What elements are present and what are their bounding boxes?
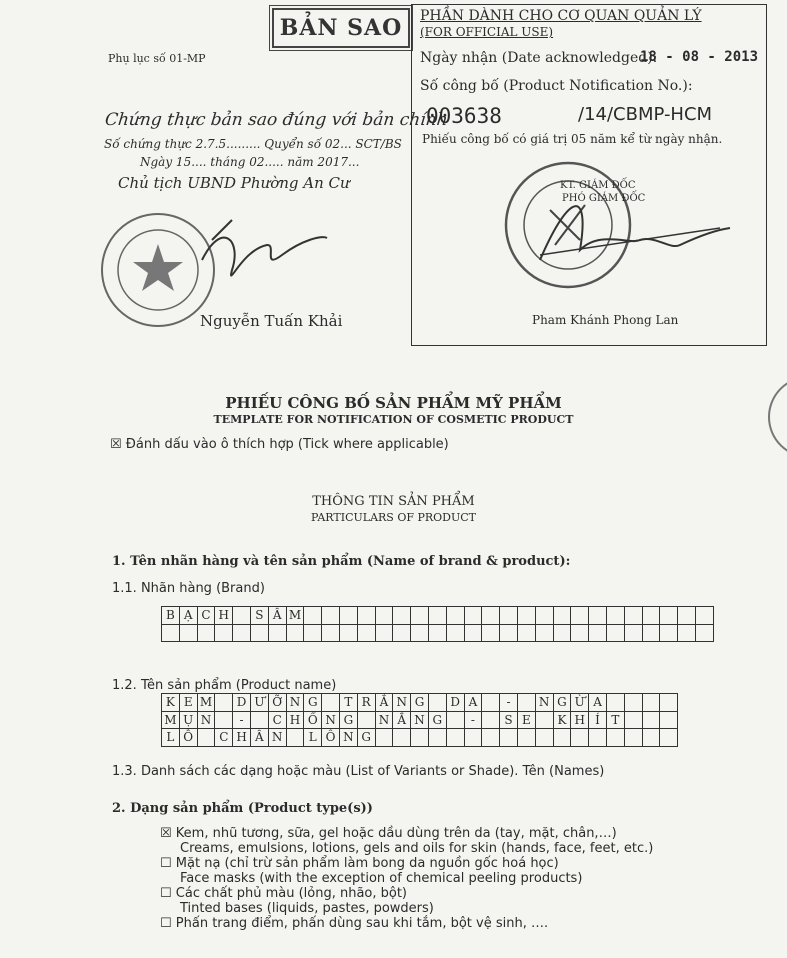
brand-cell xyxy=(535,624,553,642)
product-type-label-vn: Kem, nhũ tương, sữa, gel hoặc dầu dùng trên da (tay, mặt, chân,…) xyxy=(175,826,617,841)
product-cell xyxy=(553,729,571,747)
product-cell: N xyxy=(322,711,340,729)
brand-cell xyxy=(179,624,197,642)
product-type-option xyxy=(160,886,653,901)
product-cell: H xyxy=(571,711,589,729)
product-cell xyxy=(624,711,642,729)
product-cell: H xyxy=(286,711,304,729)
product-cell xyxy=(428,729,446,747)
product-cell xyxy=(589,729,607,747)
brand-cell xyxy=(357,624,375,642)
product-cell: H xyxy=(233,729,251,747)
product-cell xyxy=(624,694,642,712)
product-cell xyxy=(660,729,678,747)
tick-instruction xyxy=(110,437,449,452)
brand-cell xyxy=(500,607,518,625)
brand-cell xyxy=(162,624,180,642)
product-cell: - xyxy=(233,711,251,729)
checkbox-empty-icon: ☐ xyxy=(160,886,176,901)
certification-authority: Chủ tịch UBND Phường An Cư xyxy=(118,174,350,192)
brand-cell xyxy=(678,624,696,642)
product-cell: Ắ xyxy=(375,694,393,712)
product-cell xyxy=(375,729,393,747)
checkbox-empty-icon: ☐ xyxy=(160,856,176,871)
brand-grid xyxy=(161,606,714,642)
certification-date: Ngày 15.... tháng 02..... năm 2017... xyxy=(140,155,360,169)
brand-cell xyxy=(357,607,375,625)
product-cell xyxy=(517,729,535,747)
product-cell: Â xyxy=(250,729,268,747)
product-cell: D xyxy=(233,694,251,712)
brand-cell: B xyxy=(162,607,180,625)
product-cell: A xyxy=(589,694,607,712)
product-cell: E xyxy=(517,711,535,729)
brand-cell xyxy=(517,624,535,642)
product-cell xyxy=(642,729,660,747)
product-cell: Í xyxy=(589,711,607,729)
product-cell: E xyxy=(179,694,197,712)
product-cell xyxy=(482,711,500,729)
brand-cell xyxy=(660,624,678,642)
product-cell xyxy=(428,694,446,712)
product-cell xyxy=(215,694,233,712)
brand-cell xyxy=(553,624,571,642)
product-cell xyxy=(215,711,233,729)
notification-number-suffix: /14/CBMP-HCM xyxy=(578,104,713,125)
brand-cell: S xyxy=(250,607,268,625)
brand-cell xyxy=(286,624,304,642)
brand-cell xyxy=(375,624,393,642)
product-cell: N xyxy=(375,711,393,729)
brand-cell xyxy=(606,607,624,625)
product-cell: - xyxy=(464,711,482,729)
brand-cell xyxy=(553,607,571,625)
brand-cell xyxy=(339,607,357,625)
brand-cell xyxy=(589,607,607,625)
official-use-title: PHẦN DÀNH CHO CƠ QUAN QUẢN LÝ xyxy=(420,8,702,24)
product-type-label-en: Creams, emulsions, lotions, gels and oils for skin (hands, face, feet, etc.) xyxy=(180,841,654,856)
brand-cell xyxy=(322,607,340,625)
product-cell: Ô xyxy=(322,729,340,747)
brand-cell xyxy=(535,607,553,625)
product-cell xyxy=(535,711,553,729)
question-2: 2. Dạng sản phẩm (Product type(s)) xyxy=(112,801,373,816)
product-cell: Ừ xyxy=(571,694,589,712)
brand-cell xyxy=(411,607,429,625)
product-cell: K xyxy=(553,711,571,729)
brand-cell xyxy=(393,624,411,642)
product-cell xyxy=(286,729,304,747)
brand-cell xyxy=(215,624,233,642)
brand-cell: C xyxy=(197,607,215,625)
brand-cell xyxy=(642,624,660,642)
brand-cell: H xyxy=(215,607,233,625)
product-row xyxy=(162,694,678,712)
product-cell: Ắ xyxy=(393,711,411,729)
product-cell xyxy=(606,694,624,712)
product-cell xyxy=(482,694,500,712)
brand-cell xyxy=(624,624,642,642)
product-cell xyxy=(197,729,215,747)
brand-cell xyxy=(464,624,482,642)
brand-cell xyxy=(589,624,607,642)
official-role-director: KT. GIÁM ĐỐC xyxy=(560,180,636,191)
product-cell xyxy=(482,729,500,747)
product-cell xyxy=(660,694,678,712)
question-1-3: 1.3. Danh sách các dạng hoặc màu (List of Variants or Shade). Tên (Names) xyxy=(112,764,605,779)
brand-row xyxy=(162,607,714,625)
official-role-deputy: PHÓ GIÁM ĐỐC xyxy=(562,193,646,204)
product-cell: N xyxy=(411,711,429,729)
product-cell: Ỡ xyxy=(268,694,286,712)
brand-row xyxy=(162,624,714,642)
left-signer-name: Nguyễn Tuấn Khải xyxy=(200,312,343,330)
brand-cell xyxy=(482,624,500,642)
product-cell: - xyxy=(500,694,518,712)
product-cell xyxy=(642,694,660,712)
product-cell: G xyxy=(428,711,446,729)
notification-number-label: Số công bố (Product Notification No.): xyxy=(420,78,693,94)
checkbox-empty-icon: ☐ xyxy=(160,916,176,931)
certification-title: Chứng thực bản sao đúng với bản chính xyxy=(103,110,449,130)
product-cell: Ư xyxy=(250,694,268,712)
left-seal-and-signature xyxy=(92,200,332,330)
brand-cell xyxy=(322,624,340,642)
brand-cell xyxy=(304,607,322,625)
form-title-en: TEMPLATE FOR NOTIFICATION OF COSMETIC PRODUCT xyxy=(213,413,574,426)
product-cell xyxy=(357,711,375,729)
product-cell: R xyxy=(357,694,375,712)
question-1-1: 1.1. Nhãn hàng (Brand) xyxy=(112,581,265,596)
brand-cell xyxy=(393,607,411,625)
product-cell: Ụ xyxy=(179,711,197,729)
product-cell: M xyxy=(162,711,180,729)
product-cell: C xyxy=(268,711,286,729)
brand-cell: Ạ xyxy=(179,607,197,625)
brand-cell xyxy=(250,624,268,642)
product-cell: N xyxy=(339,729,357,747)
brand-cell xyxy=(517,607,535,625)
brand-cell: M xyxy=(286,607,304,625)
product-cell xyxy=(250,711,268,729)
product-cell: Ỗ xyxy=(179,729,197,747)
validity-note: Phiếu công bố có giá trị 05 năm kể từ ngày nhận. xyxy=(422,132,723,146)
product-type-label-en: Tinted bases (liquids, pastes, powders) xyxy=(180,901,434,916)
brand-cell xyxy=(624,607,642,625)
product-cell xyxy=(446,711,464,729)
brand-cell xyxy=(268,624,286,642)
brand-cell xyxy=(428,607,446,625)
certification-number: Số chứng thực 2.7.5......... Quyển số 02... SCT/BS xyxy=(104,137,402,151)
brand-cell xyxy=(446,607,464,625)
brand-cell xyxy=(233,624,251,642)
product-cell: A xyxy=(464,694,482,712)
notification-number-serial: 003638 xyxy=(426,104,502,128)
product-cell: D xyxy=(446,694,464,712)
product-cell: T xyxy=(606,711,624,729)
product-cell xyxy=(322,694,340,712)
product-type-label-vn: Phấn trang điểm, phấn dùng sau khi tắm, bột vệ sinh, …. xyxy=(175,916,549,931)
product-cell xyxy=(535,729,553,747)
brand-cell xyxy=(571,607,589,625)
product-cell: G xyxy=(304,694,322,712)
date-acknowledged-value: 18 - 08 - 2013 xyxy=(640,49,759,65)
product-cell: G xyxy=(357,729,375,747)
product-cell xyxy=(517,694,535,712)
copy-stamp: BẢN SAO xyxy=(272,8,410,48)
product-cell: Ố xyxy=(304,711,322,729)
brand-cell xyxy=(695,607,713,625)
product-cell xyxy=(660,711,678,729)
tick-instruction-text: Đánh dấu vào ô thích hợp (Tick where applicable) xyxy=(125,437,449,452)
product-cell: T xyxy=(339,694,357,712)
product-cell: G xyxy=(339,711,357,729)
brand-cell xyxy=(233,607,251,625)
product-cell: K xyxy=(162,694,180,712)
brand-cell xyxy=(446,624,464,642)
section-title-en: PARTICULARS OF PRODUCT xyxy=(310,511,477,524)
product-type-option xyxy=(160,916,653,931)
question-1: 1. Tên nhãn hàng và tên sản phẩm (Name of brand & product): xyxy=(112,554,571,569)
product-row xyxy=(162,711,678,729)
product-cell: N xyxy=(197,711,215,729)
brand-cell xyxy=(464,607,482,625)
product-name-grid xyxy=(161,693,678,747)
brand-cell xyxy=(571,624,589,642)
product-cell: L xyxy=(162,729,180,747)
brand-cell xyxy=(695,624,713,642)
brand-cell xyxy=(197,624,215,642)
product-cell xyxy=(571,729,589,747)
product-type-options xyxy=(160,826,653,931)
product-cell: G xyxy=(411,694,429,712)
official-signer-name: Pham Khánh Phong Lan xyxy=(532,313,679,327)
product-cell: G xyxy=(553,694,571,712)
brand-cell xyxy=(428,624,446,642)
product-cell xyxy=(411,729,429,747)
product-cell: M xyxy=(197,694,215,712)
form-title-vn: PHIẾU CÔNG BỐ SẢN PHẨM MỸ PHẨM xyxy=(225,394,562,412)
product-type-label-en: Face masks (with the exception of chemical peeling products) xyxy=(180,871,583,886)
section-title-vn: THÔNG TIN SẢN PHẨM xyxy=(312,494,475,509)
product-cell xyxy=(393,729,411,747)
product-cell xyxy=(464,729,482,747)
product-cell: N xyxy=(286,694,304,712)
product-cell xyxy=(500,729,518,747)
product-type-label-vn: Các chất phủ màu (lỏng, nhão, bột) xyxy=(175,886,407,901)
product-cell: N xyxy=(393,694,411,712)
question-1-2: 1.2. Tên sản phẩm (Product name) xyxy=(112,678,337,693)
brand-cell xyxy=(339,624,357,642)
brand-cell xyxy=(642,607,660,625)
product-cell xyxy=(446,729,464,747)
brand-cell xyxy=(678,607,696,625)
product-cell: L xyxy=(304,729,322,747)
brand-cell xyxy=(482,607,500,625)
product-type-option xyxy=(160,826,653,841)
appendix-label: Phụ lục số 01-MP xyxy=(108,52,206,65)
product-cell xyxy=(624,729,642,747)
product-row xyxy=(162,729,678,747)
product-type-option xyxy=(160,856,653,871)
product-cell: S xyxy=(500,711,518,729)
checkbox-checked-icon: ☒ xyxy=(160,826,176,841)
product-cell: C xyxy=(215,729,233,747)
brand-cell xyxy=(375,607,393,625)
brand-cell xyxy=(411,624,429,642)
official-seal-and-signature xyxy=(480,150,740,300)
official-use-subtitle: (FOR OFFICIAL USE) xyxy=(420,25,554,39)
brand-cell xyxy=(660,607,678,625)
product-cell: N xyxy=(268,729,286,747)
date-acknowledged-label: Ngày nhận (Date acknowledged): xyxy=(420,50,658,66)
product-cell xyxy=(642,711,660,729)
brand-cell xyxy=(500,624,518,642)
brand-cell xyxy=(304,624,322,642)
brand-cell xyxy=(606,624,624,642)
brand-cell: Â xyxy=(268,607,286,625)
product-cell xyxy=(606,729,624,747)
product-cell: N xyxy=(535,694,553,712)
checkbox-checked-icon: ☒ xyxy=(110,437,122,452)
product-type-label-vn: Mặt nạ (chỉ trừ sản phẩm làm bong da nguồn gốc hoá học) xyxy=(175,856,559,871)
